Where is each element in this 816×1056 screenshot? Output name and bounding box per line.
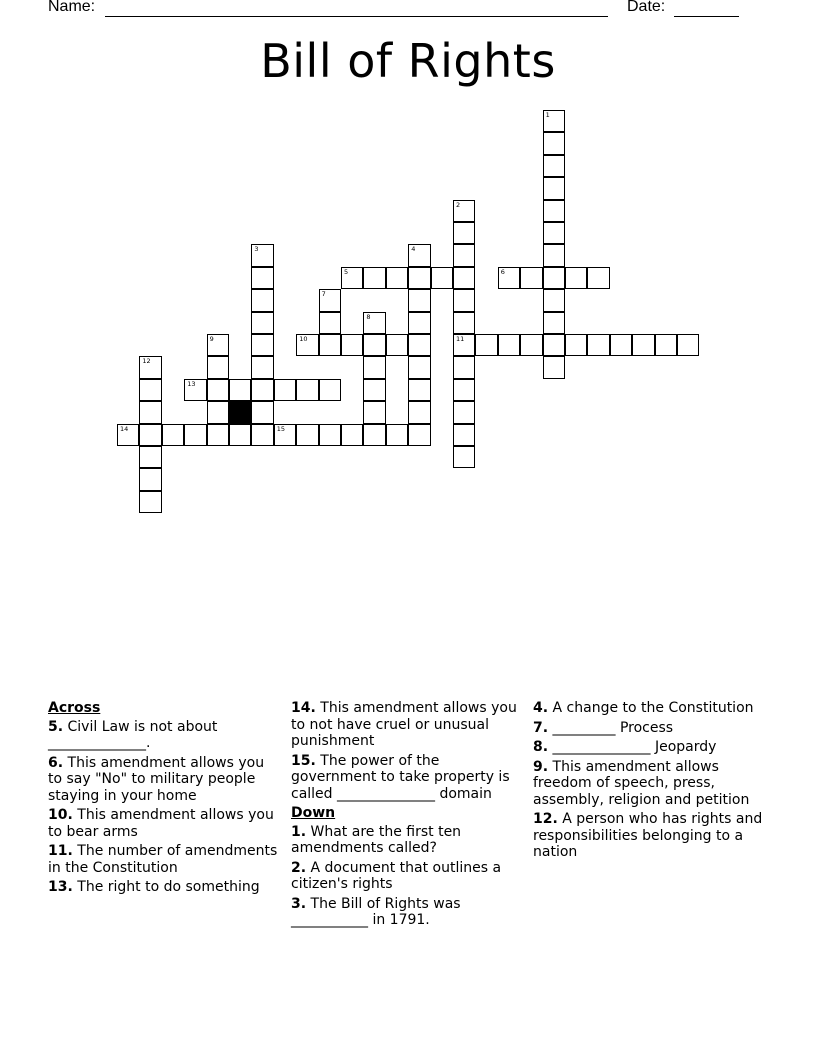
crossword-cell[interactable] [207,356,229,378]
clue-down-12: 12. A person who has rights and responsibilities belonging to a nation [533,811,763,860]
crossword-cell[interactable] [453,267,475,289]
crossword-cell[interactable] [475,334,497,356]
clue-down-3: 3. The Bill of Rights was ___________ in 1791. [291,895,461,928]
crossword-cell[interactable] [207,401,229,423]
crossword-cell[interactable] [207,424,229,446]
crossword-cell[interactable] [296,379,318,401]
crossword-cell[interactable] [408,244,430,266]
crossword-cell[interactable] [386,424,408,446]
crossword-cell[interactable] [386,334,408,356]
crossword-cell[interactable] [296,334,318,356]
clue-number: 15 [276,424,286,433]
clue-number: 11 [456,335,465,343]
crossword-cell[interactable] [363,312,385,334]
crossword-cell[interactable] [117,424,139,446]
clue-across-10: 10. This amendment allows you to bear arms [48,807,274,840]
crossword-cell[interactable] [341,334,363,356]
crossword-cell[interactable] [408,401,430,423]
clue-number: 5 [344,267,349,276]
black-cell [229,401,251,423]
crossword-cell[interactable] [319,312,341,334]
clue-column-2 [291,700,527,932]
crossword-cell[interactable] [453,401,475,423]
clue-number: 12 [142,357,151,366]
crossword-cell[interactable] [587,334,609,356]
crossword-cell[interactable] [543,200,565,222]
crossword-cell[interactable] [251,424,273,446]
crossword-cell[interactable] [677,334,699,356]
crossword-cell[interactable] [453,334,475,356]
clue-down-7: 7. _________ Process [533,719,674,736]
clue-number: 10 [299,335,308,343]
crossword-cell[interactable] [229,424,251,446]
crossword-cell[interactable] [431,267,453,289]
clue-number: 8 [366,312,371,321]
crossword-cell[interactable] [251,379,273,401]
crossword-cell[interactable] [543,356,565,378]
clue-across-11: 11. The number of amendments in the Constitution [48,843,278,876]
crossword-cell[interactable] [207,379,229,401]
clue-number: 13 [187,379,196,388]
clue-across-14: 14. This amendment allows you to not have cruel or unusual punishment [291,700,517,749]
clue-number: 6 [500,267,505,276]
crossword-cell[interactable] [453,200,475,222]
crossword-cell[interactable] [251,334,273,356]
crossword-cell[interactable] [543,177,565,199]
crossword-cell[interactable] [655,334,677,356]
crossword-cell[interactable] [139,424,161,446]
crossword-cell[interactable] [408,312,430,334]
clue-down-4: 4. A change to the Constitution [533,700,754,716]
crossword-cell[interactable] [453,312,475,334]
clue-column-3 [533,700,769,864]
crossword-cell[interactable] [363,379,385,401]
clue-down-9: 9. This amendment allows freedom of speech, press, assembly, religion and petition [533,758,750,808]
crossword-cell[interactable] [363,424,385,446]
clue-down-1: 1. What are the first ten amendments called? [291,823,462,856]
crossword-cell[interactable] [274,424,296,446]
crossword-cell[interactable] [543,132,565,154]
across-heading: Across [48,700,101,716]
crossword-cell[interactable] [453,446,475,468]
crossword-cell[interactable] [386,267,408,289]
crossword-cell[interactable] [296,424,318,446]
crossword-cell[interactable] [453,424,475,446]
clue-across-5: 5. Civil Law is not about ______________. [48,718,218,751]
crossword-cell[interactable] [251,312,273,334]
clue-number: 9 [209,335,214,343]
crossword-cell[interactable] [543,267,565,289]
crossword-cell[interactable] [251,244,273,266]
crossword-cell[interactable] [543,244,565,266]
crossword-cell[interactable] [162,424,184,446]
crossword-cell[interactable] [363,267,385,289]
crossword-cell[interactable] [408,267,430,289]
clue-number: 1 [545,111,550,119]
crossword-cell[interactable] [453,244,475,266]
crossword-cell[interactable] [319,379,341,401]
clue-down-8: 8. ______________ Jeopardy [533,739,717,755]
crossword-cell[interactable] [565,267,587,289]
crossword-cell[interactable] [498,334,520,356]
crossword-cell[interactable] [453,222,475,244]
crossword-cell[interactable] [274,379,296,401]
crossword-cell[interactable] [408,356,430,378]
date-label: Date: [627,0,666,15]
crossword-cell[interactable] [543,110,565,132]
crossword-cell[interactable] [139,379,161,401]
crossword-cell[interactable] [319,334,341,356]
crossword-cell[interactable] [520,267,542,289]
crossword-cell[interactable] [408,289,430,311]
crossword-cell[interactable] [610,334,632,356]
crossword-cell[interactable] [363,401,385,423]
crossword-cell[interactable] [543,312,565,334]
clue-number: 14 [120,424,129,433]
clue-across-13: 13. The right to do something [48,879,260,895]
clue-across-6: 6. This amendment allows you to say "No" to military people staying in your home [48,754,265,804]
clue-across-15: 15. The power of the government to take property is called ______________ domain [291,752,510,802]
crossword-cell[interactable] [363,356,385,378]
crossword-cell[interactable] [453,356,475,378]
crossword-cell[interactable] [139,356,161,378]
crossword-cell[interactable] [565,334,587,356]
name-label: Name: [48,0,96,15]
crossword-cell[interactable] [498,267,520,289]
crossword-cell[interactable] [587,267,609,289]
crossword-cell[interactable] [319,424,341,446]
clue-number: 3 [254,245,259,254]
crossword-cell[interactable] [207,334,229,356]
crossword-cell[interactable] [251,401,273,423]
crossword-cell[interactable] [543,222,565,244]
crossword-cell[interactable] [139,468,161,490]
crossword-cell[interactable] [341,424,363,446]
crossword-cell[interactable] [229,379,251,401]
crossword-cell[interactable] [251,289,273,311]
crossword-cell[interactable] [543,155,565,177]
crossword-cell[interactable] [363,334,385,356]
crossword-cell[interactable] [408,424,430,446]
clue-column-1 [48,700,280,899]
crossword-cell[interactable] [453,379,475,401]
crossword-cell[interactable] [408,379,430,401]
crossword-cell[interactable] [520,334,542,356]
crossword-cell[interactable] [408,334,430,356]
page-title: Bill of Rights [260,34,556,88]
crossword-cell[interactable] [319,289,341,311]
crossword-cell[interactable] [543,289,565,311]
crossword-cell[interactable] [453,289,475,311]
down-heading: Down [291,805,336,821]
crossword-cell[interactable] [341,267,363,289]
crossword-cell[interactable] [184,424,206,446]
crossword-cell[interactable] [251,267,273,289]
clue-number: 4 [411,245,416,254]
crossword-cell[interactable] [543,334,565,356]
clue-number: 7 [321,290,326,299]
clue-number: 2 [456,200,461,209]
crossword-cell[interactable] [184,379,206,401]
crossword-cell[interactable] [139,401,161,423]
crossword-cell[interactable] [632,334,654,356]
crossword-cell[interactable] [139,491,161,513]
crossword-cell[interactable] [139,446,161,468]
crossword-cell[interactable] [251,356,273,378]
clue-down-2: 2. A document that outlines a citizen's rights [291,859,502,892]
